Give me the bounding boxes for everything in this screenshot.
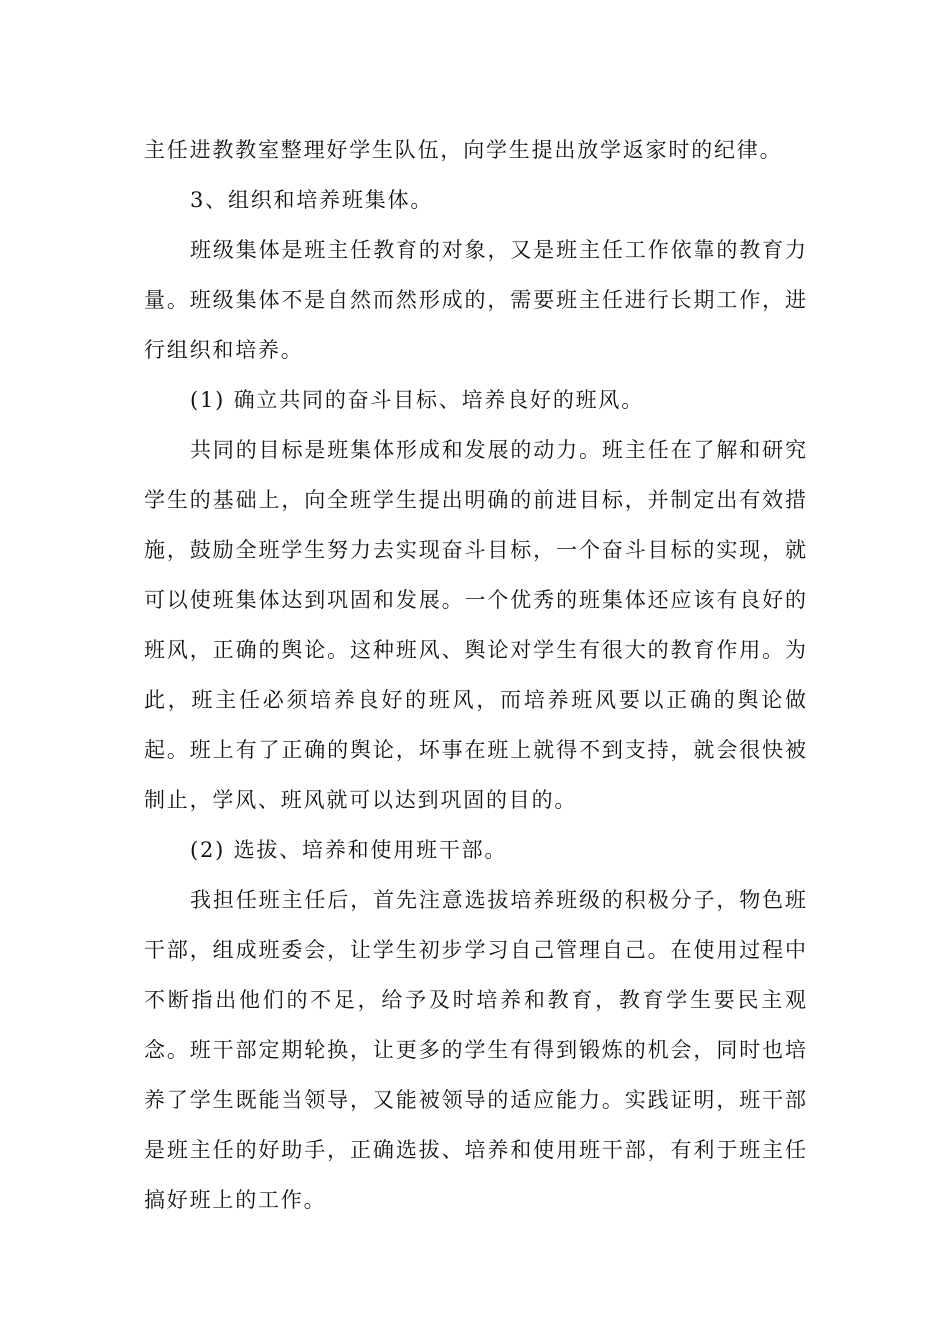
paragraph-1-line-2: 量。班级集体不是自然而然形成的，需要班主任进行长期工作，进 [144,288,806,312]
subheading-1: (1) 确立共同的奋斗目标、培养良好的班风。 [190,388,645,412]
paragraph-2-line-5: 班风，正确的舆论。这种班风、舆论对学生有很大的教育作用。为 [144,638,806,662]
text-line-1: 主任进教教室整理好学生队伍，向学生提出放学返家时的纪律。 [144,138,783,162]
paragraph-3-line-3: 不断指出他们的不足，给予及时培养和教育，教育学生要民主观 [144,988,806,1012]
paragraph-3-line-6: 是班主任的好助手，正确选拔、培养和使用班干部，有利于班主任 [144,1138,806,1162]
paragraph-3-line-4: 念。班干部定期轮换，让更多的学生有得到锻炼的机会，同时也培 [144,1038,806,1062]
paragraph-2-line-4: 可以使班集体达到巩固和发展。一个优秀的班集体还应该有良好的 [144,588,806,612]
paragraph-2-line-8: 制止，学风、班风就可以达到巩固的目的。 [144,788,578,812]
paragraph-3-line-2: 干部，组成班委会，让学生初步学习自己管理自己。在使用过程中 [144,938,806,962]
paragraph-2-line-7: 起。班上有了正确的舆论，坏事在班上就得不到支持，就会很快被 [144,738,806,762]
paragraph-2-line-1: 共同的目标是班集体形成和发展的动力。班主任在了解和研究 [190,438,806,462]
paragraph-3-line-5: 养了学生既能当领导，又能被领导的适应能力。实践证明，班干部 [144,1088,806,1112]
section-heading-3: 3、组织和培养班集体。 [190,188,434,212]
paragraph-3-line-7: 搞好班上的工作。 [144,1188,327,1212]
paragraph-2-line-2: 学生的基础上，向全班学生提出明确的前进目标，并制定出有效措 [144,488,806,512]
paragraph-1-line-3: 行组织和培养。 [144,338,304,362]
subheading-2: (2) 选拔、培养和使用班干部。 [190,838,508,862]
paragraph-3-line-1: 我担任班主任后，首先注意选拔培养班级的积极分子，物色班 [190,888,806,912]
paragraph-2-line-6: 此，班主任必须培养良好的班风，而培养班风要以正确的舆论做 [144,688,806,712]
paragraph-1-line-1: 班级集体是班主任教育的对象，又是班主任工作依靠的教育力 [190,238,806,262]
paragraph-2-line-3: 施，鼓励全班学生努力去实现奋斗目标，一个奋斗目标的实现，就 [144,538,806,562]
